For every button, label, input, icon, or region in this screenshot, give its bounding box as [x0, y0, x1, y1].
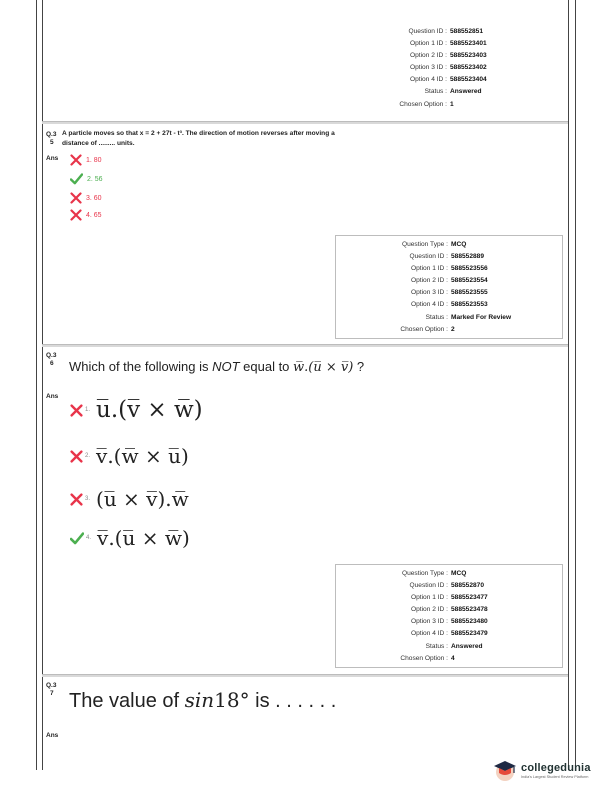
option-35-2: 2. 56 — [70, 173, 103, 185]
answer-label-36: Ans — [46, 393, 59, 400]
cross-icon — [70, 209, 82, 221]
frame-line-outer-left — [36, 0, 37, 770]
option-36-2: 2. v̅.(w̅ × u̅) — [70, 444, 189, 468]
collegedunia-logo — [492, 758, 591, 782]
logo-name: collegedunia — [521, 761, 591, 774]
question-text-35: A particle moves so that x = 2 + 27t - t³. The direction of motion reverses after moving a distance of ......... units. — [62, 130, 335, 147]
section-divider — [42, 121, 568, 124]
answer-label-35: Ans — [46, 155, 59, 162]
frame-line-inner-right — [568, 0, 569, 770]
cross-icon — [70, 450, 83, 463]
question-text-37: The value of sin18° is . . . . . . — [69, 688, 337, 712]
option-36-3: 3. (u̅ × v̅).w̅ — [70, 487, 189, 511]
question-number-36: Q.3 6 — [46, 352, 57, 367]
top-info-box: Question ID : 588552851 Option 1 ID : 5885523401 Option 2 ID : 5885523403 Option 3 ID : 5885523402 Option 4 ID : 5885523404 Status : Answered Chosen Option : 1 — [335, 26, 561, 111]
frame-line-outer-right — [575, 0, 576, 770]
section-divider — [42, 344, 568, 347]
check-icon — [70, 173, 83, 185]
info-box-35: Question Type : MCQ Question ID : 588552889 Option 1 ID : 5885523556 Option 2 ID : 5885523554 Option 3 ID : 5885523555 Option 4 ID : 5885523553 Status : Marked For Review Chosen Option : 2 — [335, 235, 563, 339]
option-35-3: 3. 60 — [70, 192, 102, 204]
option-35-1: 1. 80 — [70, 154, 102, 166]
question-number-37: Q.3 7 — [46, 682, 57, 697]
cross-icon — [70, 154, 82, 166]
graduation-cap-icon — [492, 758, 518, 782]
question-text-36: Which of the following is NOT equal to w̅.(u̅ × v̅) ? — [69, 359, 365, 375]
option-36-1: 1. u̅.(v̅ × w̅) — [70, 397, 203, 423]
section-divider — [42, 674, 568, 677]
option-35-4: 4. 65 — [70, 209, 102, 221]
frame-line-inner-left — [42, 0, 43, 770]
answer-label-37: Ans — [46, 732, 59, 739]
check-icon — [70, 532, 84, 545]
info-box-36: Question Type : MCQ Question ID : 588552870 Option 1 ID : 5885523477 Option 2 ID : 5885523478 Option 3 ID : 5885523480 Option 4 ID : 5885523479 Status : Answered Chosen Option : 4 — [335, 564, 563, 668]
option-36-4: 4. v̅.(u̅ × w̅) — [70, 526, 190, 550]
question-number-35: Q.3 5 — [46, 131, 57, 146]
cross-icon — [70, 192, 82, 204]
logo-tagline: India's Largest Student Review Platform — [521, 774, 589, 779]
cross-icon — [70, 493, 83, 506]
cross-icon — [70, 404, 83, 417]
